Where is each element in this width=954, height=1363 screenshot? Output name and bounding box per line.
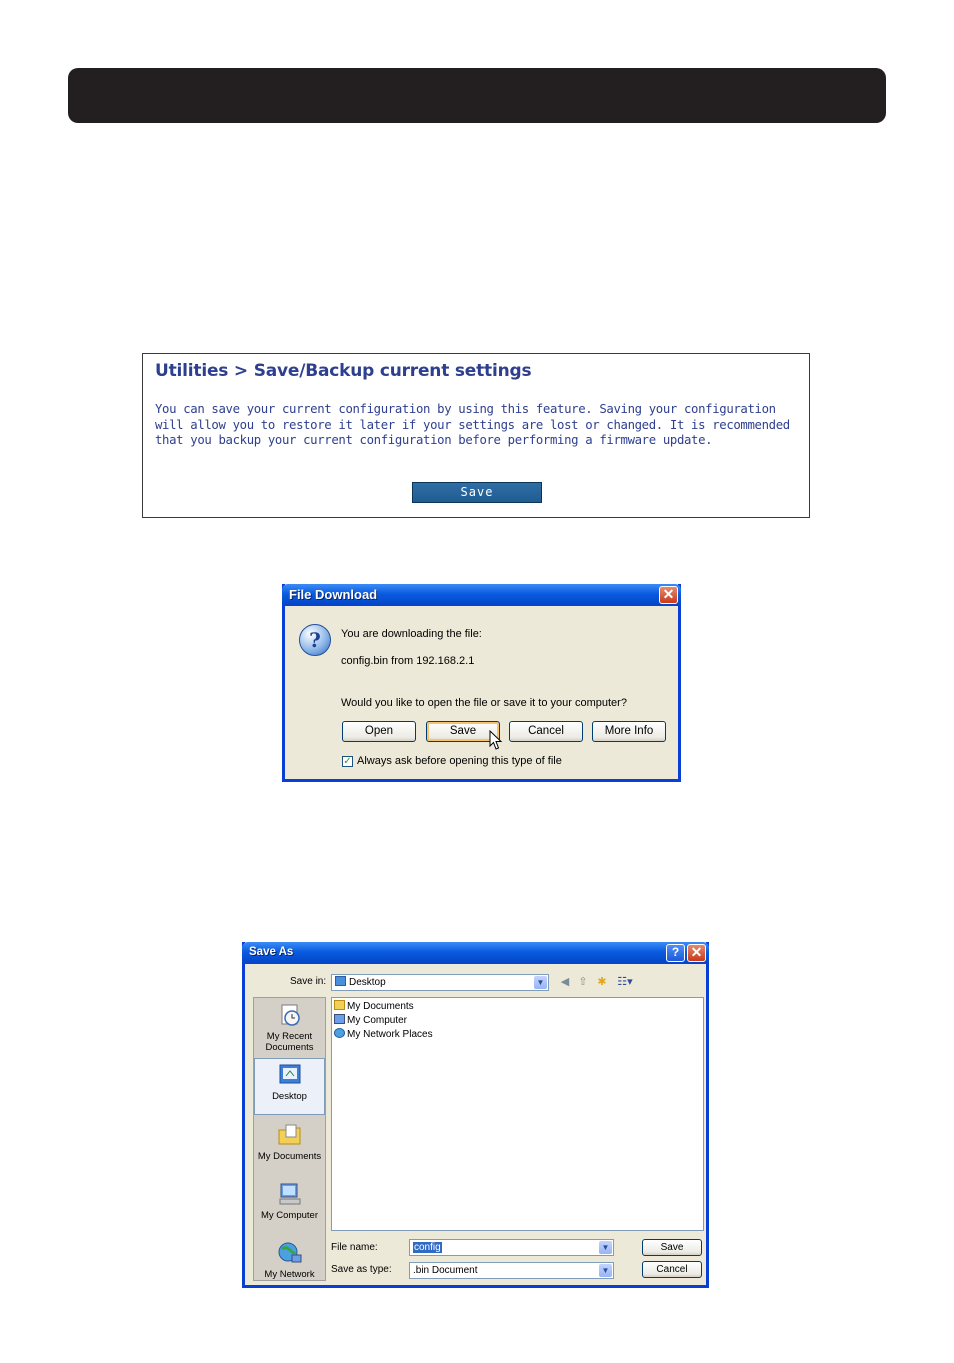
place-label: My Network — [264, 1269, 315, 1280]
file-name-field[interactable] — [409, 1239, 614, 1256]
chevron-down-icon: ▼ — [534, 976, 547, 989]
chevron-down-icon: ▼ — [599, 1241, 612, 1254]
save-button[interactable]: Save — [642, 1239, 702, 1256]
more-info-button[interactable]: More Info — [592, 721, 666, 742]
save-in-label: Save in: — [290, 976, 327, 987]
up-folder-icon[interactable]: ⇧ — [578, 976, 588, 988]
download-line-2: config.bin from 192.168.2.1 — [341, 655, 475, 667]
place-label: My Recent Documents — [265, 1031, 314, 1053]
network-icon — [334, 1028, 345, 1038]
recent-documents-icon — [277, 1002, 303, 1028]
save-type-dropdown[interactable] — [409, 1262, 614, 1279]
title-bar[interactable] — [242, 942, 709, 964]
save-as-dialog — [242, 942, 709, 1288]
cancel-button[interactable]: Cancel — [642, 1261, 702, 1278]
places-bar — [253, 997, 326, 1281]
my-network-icon — [277, 1240, 303, 1266]
utilities-description: You can save your current configuration by using this feature. Saving your configuration will allow you to restore it later if your settings are lost or changed. It is recommended that you backup your current configuration before performing a firmware update. — [155, 402, 790, 447]
views-menu-icon[interactable]: ☷▾ — [617, 976, 633, 988]
my-computer-icon — [277, 1181, 303, 1207]
mouse-cursor-icon — [489, 730, 503, 752]
close-icon[interactable]: ✕ — [687, 944, 706, 962]
utilities-title: Utilities > Save/Backup current settings — [155, 361, 532, 381]
dialog-title: Save As — [249, 946, 294, 958]
place-my-computer[interactable] — [254, 1181, 325, 1221]
open-button[interactable]: Open — [342, 721, 416, 742]
file-list[interactable] — [331, 997, 704, 1231]
place-my-documents[interactable] — [254, 1122, 325, 1162]
new-folder-icon[interactable]: ✱ — [597, 976, 607, 988]
file-name-label: File name: — [331, 1242, 378, 1253]
folder-icon — [334, 1000, 345, 1010]
save-in-value: Desktop — [349, 977, 386, 988]
list-item[interactable]: My Computer — [334, 1014, 407, 1027]
computer-icon — [334, 1014, 345, 1024]
file-download-dialog — [282, 584, 681, 782]
save-in-dropdown[interactable] — [331, 974, 549, 991]
desktop-icon — [277, 1062, 303, 1088]
header-bar — [68, 68, 886, 123]
help-icon[interactable]: ? — [666, 944, 685, 962]
save-button[interactable]: Save — [412, 482, 542, 503]
download-line-1: You are downloading the file: — [341, 628, 482, 640]
place-desktop[interactable] — [254, 1058, 325, 1115]
save-type-value: .bin Document — [413, 1265, 478, 1276]
close-icon[interactable]: ✕ — [659, 586, 678, 604]
cancel-button[interactable]: Cancel — [509, 721, 583, 742]
desktop-icon — [335, 976, 346, 986]
save-button[interactable]: Save — [426, 721, 500, 742]
title-bar[interactable] — [282, 584, 681, 606]
place-label: My Computer — [260, 1210, 318, 1221]
download-prompt: Would you like to open the file or save it to your computer? — [341, 697, 627, 709]
utilities-panel — [142, 353, 810, 518]
place-recent-documents[interactable] — [254, 1002, 325, 1053]
list-item[interactable]: My Documents — [334, 1000, 414, 1013]
place-my-network[interactable] — [254, 1240, 325, 1280]
file-name-value: config — [414, 1242, 441, 1253]
save-type-label: Save as type: — [331, 1264, 392, 1275]
back-icon[interactable]: ◀ — [560, 976, 570, 988]
list-item[interactable]: My Network Places — [334, 1028, 433, 1041]
checkbox-label: Always ask before opening this type of file — [357, 755, 562, 767]
question-icon: ? — [299, 624, 331, 656]
place-label: My Documents — [257, 1151, 322, 1162]
always-ask-checkbox[interactable]: ✓ — [343, 756, 352, 767]
my-documents-icon — [277, 1122, 303, 1148]
chevron-down-icon: ▼ — [599, 1264, 612, 1277]
place-label: Desktop — [272, 1091, 307, 1102]
dialog-title: File Download — [289, 587, 378, 602]
